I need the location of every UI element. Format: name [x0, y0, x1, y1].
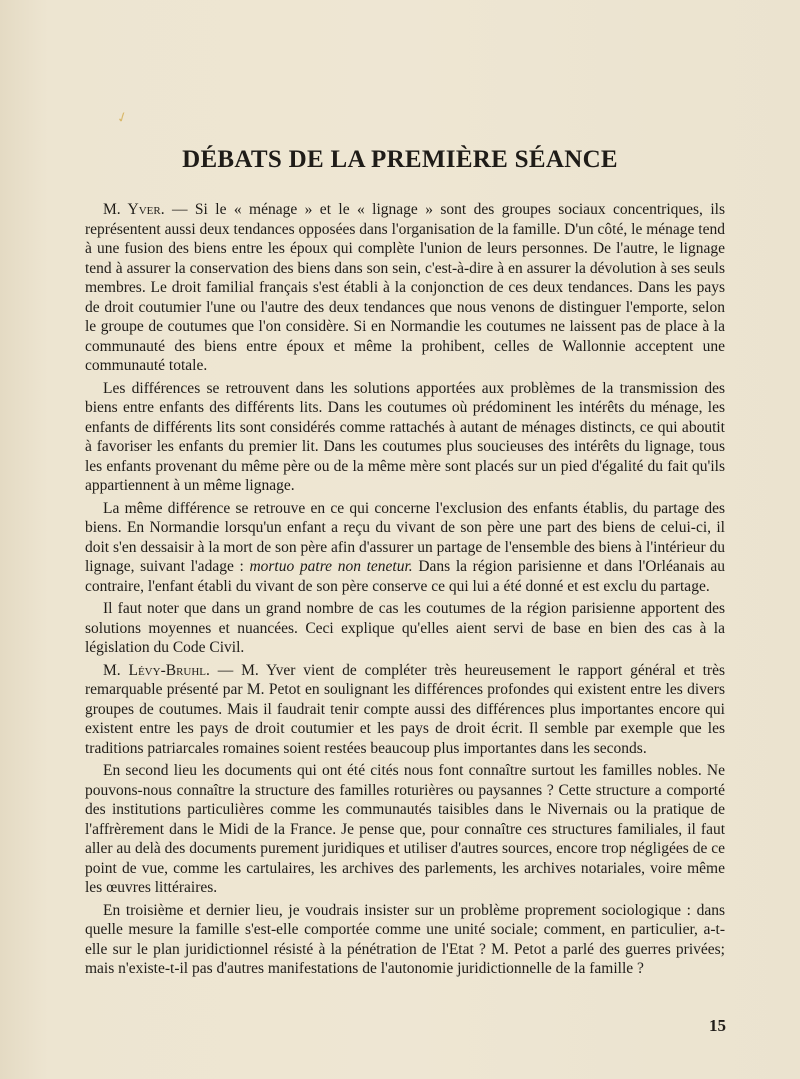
paragraph: En troisième et dernier lieu, je voudrais insister sur un problème proprement sociologique : dans quelle mesure la famille s'est-elle comportée comme une unité sociale; comment, en particulier, a-t-elle sur le plan juridictionnel résisté à la pénétration de l'Etat ? M. Petot a parlé des guerres privées; mais n'existe-t-il pas d'autres manifestations de l'autonomie juridictionnelle de la famille ?	[85, 901, 725, 977]
body-text	[85, 200, 725, 982]
paragraph-levy-bruhl	[85, 661, 725, 759]
paragraph	[85, 499, 725, 597]
paragraph: Les différences se retrouvent dans les solutions apportées aux problèmes de la transmission des biens entre enfants des différents lits. Dans les coutumes où prédominent les intérêts du ménage, les enfants de différents lits sont considérés comme rattachés à autant de ménages distincts, ce qui aboutit à favoriser les enfants du premier lit. Dans les coutumes plus soucieuses des intérêts du lignage, tous les enfants provenant du même père ou de la même mère sont placés sur un pied d'égalité du fait qu'ils appartiennent à un même lignage.	[85, 379, 725, 494]
paragraph: En second lieu les documents qui ont été cités nous font connaître surtout les familles nobles. Ne pouvons-nous connaître la structure des familles roturières ou paysannes ? Cette structure a comporté des institutions particulières comme les communautés taisibles dans le Nivernais ou la pratique de l'affrèrement dans le Midi de la France. Je pense que, pour connaître ces structures familiales, il faut aller au delà des documents purement juridiques et utiliser d'autres sources, encore trop négligées de ce point de vue, comme les cartulaires, les archives des parlements, les archives notariales, voire même les œuvres littéraires.	[85, 762, 725, 896]
speaker-name: M. Yver.	[103, 201, 165, 218]
page-number: 15	[709, 1016, 726, 1035]
latin-adage: mortuo patre non tenetur.	[249, 558, 413, 575]
paragraph-text: Dans la région parisienne et dans l'Orléanais au contraire, l'enfant établi du vivant de son père conserve ce qui lui a été donné et est exclu du partage.	[85, 558, 725, 595]
paragraph-yver	[85, 200, 725, 376]
paragraph-text: — M. Yver vient de compléter très heureusement le rapport général et très remarquable présenté par M. Petot en soulignant les différences profondes qui existent entre les divers groupes de coutumes. Mais il faudrait tenir compte aussi des différences plus importantes encore qui existent entre les pays de droit coutumier et les pays de droit écrit. Il semble par exemple que les traditions patriarcales romaines soient restées beaucoup plus importantes dans les seconds.	[85, 661, 725, 757]
speaker-name: M. Lévy-Bruhl.	[103, 661, 210, 679]
paragraph-text: — Si le « ménage » et le « lignage » sont des groupes sociaux concentriques, ils représentent aussi deux tendances opposées dans l'organisation de la famille. D'un côté, le ménage tend à une fusion des biens entre les époux qui complète l'union de leurs personnes. De l'autre, le lignage tend à assurer la conservation des biens dans son sein, c'est-à-dire à en assurer la dévolution à ses seuls membres. Le droit familial français s'est établi à la conjonction de ces deux tendances. Dans les pays de droit coutumier l'une ou l'autre des deux tendances que nous venons de distinguer l'emporte, selon le groupe de coutumes que l'on considère. Si en Normandie les coutumes ne laissent pas de place à la communauté des biens entre époux et même la prohibent, celles de Wallonnie acceptent une communauté totale.	[85, 201, 725, 374]
pencil-tick-mark: ✓	[114, 109, 131, 128]
page-title: DÉBATS DE LA PREMIÈRE SÉANCE	[182, 146, 618, 173]
paragraph-text: La même différence se retrouve en ce qui concerne l'exclusion des enfants établis, du partage des biens. En Normandie lorsqu'un enfant a reçu du vivant de son père une part des biens de celui-ci, il doit s'en dessaisir à la mort de son père afin d'assurer un partage de l'ensemble des biens à l'intérieur du lignage, suivant l'adage :	[85, 499, 726, 575]
paragraph: Il faut noter que dans un grand nombre de cas les coutumes de la région parisienne apportent des solutions moyennes et nuancées. Ceci explique qu'elles aient servi de base en bien des cas à la législation du Code Civil.	[85, 600, 725, 656]
